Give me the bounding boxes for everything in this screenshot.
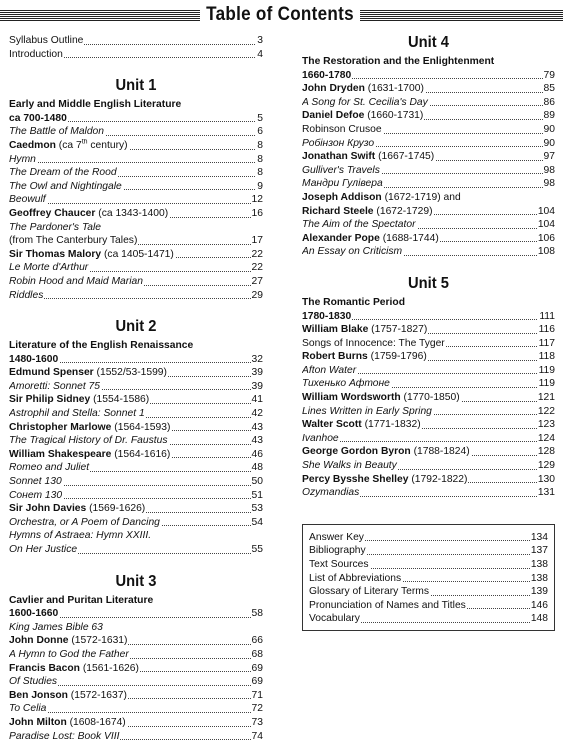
toc-entry — [302, 418, 555, 432]
page-number: 98 — [543, 178, 555, 190]
entry-title: William Blake — [302, 324, 369, 336]
entry-dates: (1660-1731) — [364, 110, 424, 122]
toc-entry — [309, 531, 548, 545]
toc-entry — [302, 96, 555, 110]
toc-entry — [302, 310, 555, 324]
toc-entry — [302, 218, 555, 232]
page-number: 39 — [251, 380, 263, 392]
page-number: 104 — [537, 205, 555, 217]
entry-dates: (1608-1674) — [66, 716, 126, 728]
entry-title: Ozymandias — [302, 487, 360, 499]
toc-entry — [302, 150, 555, 164]
entry-title: A Hymn to God the Father — [9, 648, 129, 660]
page-number: 8 — [257, 153, 263, 165]
entry-dates: (1770-1850) — [400, 392, 460, 404]
page-number: 106 — [537, 232, 555, 244]
toc-entry — [9, 448, 263, 462]
page-number: 124 — [537, 432, 555, 444]
entry-title: Orchestra, or A Poem of Dancing — [9, 516, 160, 528]
toc-entry — [302, 191, 555, 205]
toc-entry — [9, 662, 263, 676]
page-number: 123 — [537, 419, 555, 431]
entry-title: Caedmon — [9, 139, 56, 151]
unit-2-title: Unit 2 — [115, 318, 157, 336]
page-number: 68 — [251, 648, 263, 660]
header-stripes-left — [0, 10, 200, 22]
entry-title: Robert Burns — [302, 351, 368, 363]
page-number: 42 — [251, 408, 263, 420]
toc-entry — [302, 391, 555, 405]
entry-title: Sonnet 130 — [9, 476, 62, 488]
page-number: 90 — [543, 123, 555, 135]
unit-3-title: Unit 3 — [115, 572, 157, 590]
section-title: The Romantic Period — [302, 296, 405, 308]
entry-title: Le Morte d'Arthur — [9, 262, 89, 274]
entry-dates: (1688-1744) — [379, 232, 439, 244]
page-number: 8 — [257, 139, 263, 151]
entry-title: Robinson Crusoe — [302, 123, 382, 135]
section-title: Cavlier and Puritan Literature — [9, 594, 154, 606]
entry-dates: (1757-1827) — [368, 324, 428, 336]
page-number: 46 — [251, 448, 263, 460]
entry-title: Gulliver's Travels — [302, 164, 380, 176]
page-number: 128 — [537, 446, 555, 458]
entry-title: The Pardoner's Tale — [9, 221, 102, 233]
page-number: 53 — [251, 503, 263, 515]
page-number: 72 — [251, 703, 263, 715]
toc-entry — [9, 421, 263, 435]
page-number: 3 — [257, 35, 263, 46]
toc-entry — [9, 689, 263, 703]
entry-title: 1780-1830 — [302, 310, 352, 322]
page-number: 16 — [251, 207, 263, 219]
page-number: 108 — [537, 246, 555, 258]
toc-entry — [9, 393, 263, 407]
unit-3-list — [9, 594, 263, 743]
page-number: 22 — [251, 262, 263, 274]
page-number: 79 — [543, 69, 555, 81]
page-number: 122 — [537, 405, 555, 417]
page-number: 85 — [543, 83, 555, 95]
page-number: 43 — [251, 435, 263, 447]
entry-title: John Donne — [9, 635, 69, 647]
entry-title: Pronunciation of Names and Titles — [309, 599, 466, 611]
toc-entry — [9, 607, 263, 621]
entry-title: Christopher Marlowe — [9, 421, 112, 433]
entry-title: Sir Philip Sidney — [9, 394, 91, 406]
entry-title: List of Abbreviations — [309, 572, 402, 584]
section-title: The Restoration and the Enlightenment — [302, 56, 495, 67]
toc-entry — [302, 137, 555, 151]
toc-entry — [302, 205, 555, 219]
page-number: 48 — [251, 462, 263, 474]
toc-entry — [9, 502, 263, 516]
page-number: 43 — [251, 421, 263, 433]
entry-title: Jonathan Swift — [302, 151, 376, 163]
entry-title: John Dryden — [302, 83, 365, 95]
toc-entry — [302, 123, 555, 137]
entry-title: Robin Hood and Maid Marian — [9, 275, 143, 287]
toc-entry — [302, 377, 555, 391]
entry-title: The Dream of the Rood — [9, 167, 117, 179]
toc-entry — [309, 599, 548, 613]
page-number: 117 — [538, 337, 555, 349]
page-number: 39 — [251, 367, 263, 379]
entry-dates: (1631-1700) — [364, 83, 424, 95]
toc-entry — [9, 353, 263, 367]
toc-entry — [9, 139, 263, 153]
header-stripes-right — [360, 10, 563, 22]
page-number: 139 — [530, 586, 548, 598]
entry-title: Робінзон Крузо — [302, 137, 375, 149]
entry-dates: (1788-1824) — [410, 446, 470, 458]
entry-dates: (ca 1405-1471) — [101, 248, 174, 260]
page-number: 119 — [538, 378, 555, 390]
entry-title: 1480-1600 — [9, 353, 59, 365]
entry-title: Hymns of Astraea: Hymn XXIII. — [9, 530, 152, 542]
entry-title: Richard Steele — [302, 205, 374, 217]
entry-dates: (ca 7th century) — [55, 138, 128, 151]
entry-dates: (1564-1593) — [111, 421, 171, 433]
section-title: Early and Middle English Literature — [9, 99, 182, 111]
toc-entry — [9, 702, 263, 716]
toc-entry — [9, 529, 263, 543]
toc-entry — [9, 207, 263, 221]
entry-title: Lines Written in Early Spring — [302, 405, 432, 417]
page-number: 74 — [251, 730, 263, 742]
entry-title: Мандри Гулівера — [302, 178, 383, 190]
page-number: 32 — [251, 353, 263, 365]
entry-title: Francis Bacon — [9, 662, 80, 674]
page-number: 104 — [537, 219, 555, 231]
entry-title: Amoretti: Sonnet 75 — [9, 380, 101, 392]
toc-entry — [302, 82, 555, 96]
page-number: 51 — [251, 489, 263, 501]
entry-title: The Tragical History of Dr. Faustus — [9, 435, 168, 447]
entry-dates: (1572-1637) — [67, 689, 127, 701]
toc-entry — [302, 405, 555, 419]
intro-list — [9, 34, 263, 61]
page-number: 29 — [251, 289, 263, 301]
toc-entry — [9, 366, 263, 380]
page-number: 54 — [251, 516, 263, 528]
toc-entry — [9, 634, 263, 648]
toc-entry — [9, 461, 263, 475]
toc-entry — [9, 516, 263, 530]
toc-entry — [9, 380, 263, 394]
toc-entry — [302, 445, 555, 459]
entry-dates: (1564-1616) — [111, 448, 171, 460]
toc-entry — [9, 125, 263, 139]
entry-title: Сонет 130 — [9, 489, 63, 501]
toc-entry — [302, 69, 555, 83]
unit-1-title: Unit 1 — [115, 77, 157, 95]
entry-title: An Essay on Criticism — [302, 246, 403, 258]
entry-title: Percy Bysshe Shelley — [302, 473, 409, 485]
entry-dates: (1672-1719) and — [381, 191, 461, 203]
entry-title: George Gordon Byron — [302, 446, 411, 458]
page-number: 90 — [543, 137, 555, 149]
page-number: 8 — [257, 167, 263, 179]
toc-entry — [302, 486, 555, 500]
toc-entry — [302, 350, 555, 364]
page-number: 73 — [251, 716, 263, 728]
toc-entry — [9, 166, 263, 180]
toc-entry — [309, 544, 548, 558]
toc-entry — [9, 34, 263, 48]
entry-title: Ben Jonson — [9, 689, 68, 701]
toc-entry — [309, 585, 548, 599]
toc-entry — [302, 432, 555, 446]
toc-entry — [9, 716, 263, 730]
page-number: 138 — [530, 572, 548, 584]
toc-entry — [9, 221, 263, 235]
page-number: 121 — [537, 392, 555, 404]
entry-title: Walter Scott — [302, 419, 362, 431]
entry-dates: (ca 1343-1400) — [95, 207, 169, 219]
page-number: 71 — [251, 689, 263, 701]
entry-title: Riddles — [9, 289, 44, 301]
toc-entry — [302, 177, 555, 191]
entry-dates: (1561-1626) — [79, 662, 139, 674]
toc-entry — [9, 180, 263, 194]
entry-dates: (1672-1729) — [373, 205, 433, 217]
entry-dates: (1572-1631) — [68, 635, 128, 647]
entry-title: Beowulf — [9, 194, 46, 206]
entry-title: (from The Canterbury Tales) — [9, 235, 138, 247]
page-number: 137 — [530, 545, 548, 557]
entry-dates: (1667-1745) — [375, 151, 435, 163]
toc-entry — [309, 572, 548, 586]
entry-title: The Owl and Nightingale — [9, 180, 122, 192]
toc-entry — [9, 730, 263, 743]
page-number: 97 — [543, 151, 555, 163]
page-number: 89 — [543, 110, 555, 122]
toc-entry — [9, 621, 263, 635]
page-number: 131 — [537, 487, 555, 499]
unit-4-title: Unit 4 — [408, 34, 449, 51]
appendix-box — [302, 524, 555, 631]
toc-entry — [302, 473, 555, 487]
page-number: 69 — [251, 676, 263, 688]
toc-entry — [9, 407, 263, 421]
toc-entry — [309, 558, 548, 572]
toc-entry — [9, 543, 263, 557]
page-number: 119 — [538, 364, 555, 376]
entry-title: She Walks in Beauty — [302, 460, 397, 472]
entry-title: Hymn — [9, 153, 36, 165]
entry-title: Daniel Defoe — [302, 110, 365, 122]
entry-title: Songs of Innocence: The Tyger — [302, 337, 445, 349]
entry-title: Geoffrey Chaucer — [9, 207, 96, 219]
entry-title: Vocabulary — [309, 613, 360, 625]
toc-entry — [9, 248, 263, 262]
toc-entry — [309, 612, 548, 626]
entry-title: Тихенько Афтоне — [302, 378, 390, 390]
page-header — [0, 4, 563, 28]
unit-2-list — [9, 339, 263, 557]
page-number: 138 — [530, 559, 548, 570]
toc-entry — [9, 289, 263, 303]
entry-title: John Milton — [9, 716, 67, 728]
entry-dates: (1771-1832) — [361, 419, 421, 431]
toc-entry — [302, 364, 555, 378]
page-number: 12 — [251, 194, 263, 206]
toc-entry — [302, 323, 555, 337]
toc-entry — [302, 164, 555, 178]
toc-entry — [302, 337, 555, 351]
page-number: 134 — [530, 531, 548, 543]
page-number: 69 — [251, 662, 263, 674]
page-number: 86 — [543, 96, 555, 108]
entry-title: Answer Key — [309, 531, 364, 543]
page-number: 17 — [251, 235, 263, 247]
toc-entry — [9, 675, 263, 689]
unit-4-list — [302, 55, 555, 259]
section-title: Literature of the English Renaissance — [9, 340, 194, 352]
toc-entry — [9, 112, 263, 126]
toc-entry — [9, 434, 263, 448]
toc-entry — [9, 648, 263, 662]
toc-entry — [9, 489, 263, 503]
toc-entry — [302, 245, 555, 259]
page-number: 27 — [251, 275, 263, 287]
entry-title: Glossary of Literary Terms — [309, 586, 429, 598]
unit-1-list — [9, 98, 263, 302]
entry-title: King James Bible 63 — [9, 621, 103, 633]
entry-title: A Song for St. Cecilia's Day — [302, 96, 428, 108]
entry-dates: (1569-1626) — [86, 503, 146, 515]
toc-entry — [9, 234, 263, 248]
page-number: 116 — [538, 324, 555, 336]
right-column — [302, 34, 555, 631]
entry-title: On Her Justice — [9, 544, 78, 555]
entry-dates: (1554-1586) — [90, 394, 150, 406]
entry-title: Sir Thomas Malory — [9, 248, 102, 260]
entry-title: Sir John Davies — [9, 503, 87, 515]
unit-5-list — [302, 296, 555, 500]
page-number: 9 — [257, 180, 263, 192]
left-column — [9, 34, 263, 743]
entry-title: To Celia — [9, 703, 47, 715]
entry-title: 1660-1780 — [302, 69, 352, 81]
entry-dates: (1759-1796) — [367, 351, 427, 363]
toc-entry — [9, 153, 263, 167]
entry-title: Afton Water — [302, 364, 357, 376]
toc-entry — [302, 232, 555, 246]
entry-title: Text Sources — [309, 559, 369, 570]
toc-entry — [9, 193, 263, 207]
entry-title: Syllabus Outline — [9, 35, 84, 46]
toc-entry — [302, 459, 555, 473]
entry-title: Romeo and Juliet — [9, 462, 90, 474]
toc-entry — [9, 48, 263, 62]
page-number: 66 — [251, 635, 263, 647]
entry-title: Of Studies — [9, 676, 58, 688]
page-number: 146 — [530, 599, 548, 611]
page-number: 98 — [543, 164, 555, 176]
page-number: 4 — [257, 48, 263, 60]
page-number: 111 — [539, 310, 555, 322]
entry-title: The Battle of Maldon — [9, 126, 105, 138]
entry-title: William Shakespeare — [9, 448, 112, 460]
entry-title: Edmund Spenser — [9, 367, 94, 379]
toc-entry — [9, 261, 263, 275]
page-number: 6 — [257, 126, 263, 138]
entry-title: Alexander Pope — [302, 232, 380, 244]
entry-title: Introduction — [9, 48, 63, 60]
toc-entry — [302, 109, 555, 123]
toc-entry — [9, 275, 263, 289]
page-number: 148 — [530, 613, 548, 625]
page-number: 50 — [251, 476, 263, 488]
unit-5-title: Unit 5 — [408, 274, 449, 292]
page-number: 41 — [251, 394, 263, 406]
entry-title: The Aim of the Spectator — [302, 219, 416, 231]
page-number: 129 — [537, 460, 555, 472]
entry-title: Bibliography — [309, 545, 366, 557]
page-number: 58 — [251, 608, 263, 620]
entry-dates: (1552/53-1599) — [93, 367, 167, 379]
entry-title: Astrophil and Stella: Sonnet 1 — [9, 408, 145, 420]
page-title: Table of Contents — [206, 4, 354, 25]
page-number: 118 — [538, 351, 555, 363]
entry-title: Joseph Addison — [302, 191, 382, 203]
entry-title: Ivanhoe — [302, 432, 339, 444]
entry-dates: (1792-1822) — [408, 473, 468, 485]
entry-title: 1600-1660 — [9, 608, 59, 620]
page-number: 5 — [257, 112, 263, 124]
page-number: 22 — [251, 248, 263, 260]
page-number: 130 — [537, 473, 555, 485]
entry-title: ca 700-1480 — [9, 112, 67, 124]
entry-title: William Wordsworth — [302, 392, 401, 404]
entry-title: Paradise Lost: Book VIII — [9, 730, 120, 742]
page-number: 55 — [251, 544, 263, 555]
toc-entry — [9, 475, 263, 489]
